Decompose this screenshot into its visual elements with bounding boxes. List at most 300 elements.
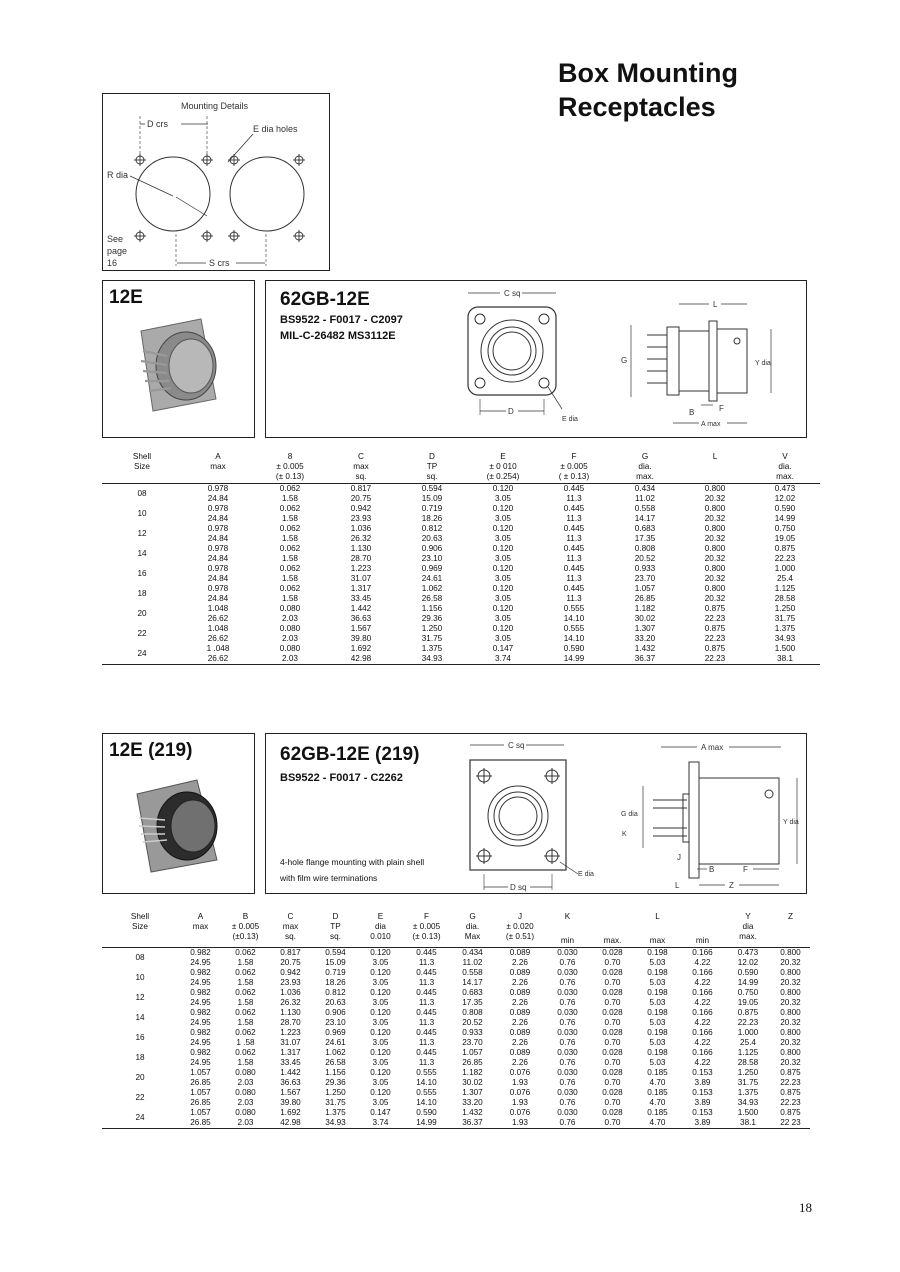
column-header: L bbox=[655, 912, 660, 921]
inch-value-cell: 0.062 bbox=[235, 948, 256, 957]
mm-value-cell: 3.89 bbox=[694, 1118, 711, 1127]
mm-value-cell: 4.22 bbox=[694, 1038, 711, 1047]
mm-value-cell: 36.37 bbox=[634, 654, 656, 663]
front-view-drawing-12e-219 bbox=[464, 738, 604, 893]
shell-size-cell: 22 bbox=[137, 629, 147, 638]
mm-value-cell: 26.58 bbox=[325, 1058, 346, 1067]
inch-value-cell: 0.185 bbox=[647, 1108, 668, 1117]
inch-value-cell: 0.120 bbox=[492, 504, 514, 513]
inch-value-cell: 0.800 bbox=[704, 564, 726, 573]
inch-value-cell: 1.156 bbox=[421, 604, 443, 613]
inch-value-cell: 0.089 bbox=[509, 1028, 531, 1037]
table-row bbox=[102, 574, 820, 584]
table-row bbox=[102, 1078, 810, 1088]
mm-value-cell: 2.26 bbox=[512, 1058, 528, 1067]
mm-value-cell: 24.84 bbox=[207, 514, 229, 523]
inch-value-cell: 0.817 bbox=[280, 948, 301, 957]
table-row bbox=[102, 494, 820, 504]
inch-value-cell: 0.473 bbox=[774, 484, 796, 493]
mm-value-cell: 24.95 bbox=[190, 1018, 211, 1027]
table-row bbox=[102, 968, 810, 978]
mm-value-cell: 36.37 bbox=[462, 1118, 483, 1127]
mm-value-cell: 14.99 bbox=[737, 978, 759, 987]
inch-value-cell: 0.875 bbox=[774, 544, 796, 553]
mm-value-cell: 20.32 bbox=[704, 534, 726, 543]
inch-value-cell: 1.432 bbox=[462, 1108, 483, 1117]
inch-value-cell: 1.156 bbox=[325, 1068, 346, 1077]
mm-value-cell: 20.32 bbox=[780, 1058, 801, 1067]
mm-value-cell: 1.58 bbox=[237, 978, 254, 987]
mm-value-cell: 5.03 bbox=[649, 1038, 666, 1047]
column-header: sq. bbox=[268, 932, 313, 948]
shell-size-cell: 20 bbox=[135, 1073, 145, 1082]
inch-value-cell: 0.062 bbox=[279, 504, 301, 513]
mm-value-cell: 0.70 bbox=[604, 998, 621, 1007]
inch-value-cell: 0.166 bbox=[692, 968, 713, 977]
inch-value-cell: 1.057 bbox=[190, 1108, 211, 1117]
f-label: F bbox=[719, 404, 724, 413]
mm-value-cell: 4.70 bbox=[649, 1118, 666, 1127]
shell-size-cell: 18 bbox=[137, 589, 147, 598]
r-dia-label: R dia bbox=[107, 170, 129, 180]
standard-2-12e: MIL-C-26482 MS3112E bbox=[280, 330, 396, 342]
mm-value-cell: 20.52 bbox=[462, 1018, 483, 1027]
mm-value-cell: 12.02 bbox=[774, 494, 796, 503]
table-row bbox=[102, 624, 820, 634]
column-header: E bbox=[377, 912, 384, 921]
e-dia-label: E dia bbox=[562, 416, 578, 423]
mm-value-cell: 5.03 bbox=[649, 958, 666, 967]
inch-value-cell: 1 .048 bbox=[206, 644, 230, 653]
shell-size-cell: 24 bbox=[137, 649, 147, 658]
mm-value-cell: 1.58 bbox=[282, 594, 298, 603]
table-row bbox=[102, 554, 820, 564]
column-header: B bbox=[242, 912, 249, 921]
column-header: sq. bbox=[396, 472, 468, 484]
dimension-table-12e bbox=[102, 452, 820, 665]
inch-value-cell: 0.198 bbox=[647, 1048, 668, 1057]
inch-value-cell: 0.719 bbox=[325, 968, 346, 977]
mm-value-cell: 31.75 bbox=[774, 614, 796, 623]
mm-value-cell: 0.70 bbox=[604, 1018, 621, 1027]
inch-value-cell: 0.076 bbox=[509, 1068, 531, 1077]
connector-photo-12e-219 bbox=[131, 768, 231, 878]
table-row bbox=[102, 1028, 810, 1038]
mm-value-cell: 20.75 bbox=[350, 494, 372, 503]
mm-value-cell: 24.61 bbox=[325, 1038, 346, 1047]
mm-value-cell: 23.70 bbox=[634, 574, 656, 583]
mm-value-cell: 26.62 bbox=[207, 634, 229, 643]
inch-value-cell: 1.125 bbox=[737, 1048, 759, 1057]
mm-value-cell: 23.10 bbox=[421, 554, 443, 563]
inch-value-cell: 0.120 bbox=[370, 1088, 391, 1097]
mm-value-cell: 14.17 bbox=[634, 514, 656, 523]
inch-value-cell: 0.800 bbox=[780, 1008, 801, 1017]
mm-value-cell: 23.10 bbox=[325, 1018, 346, 1027]
table-row bbox=[102, 614, 820, 624]
mm-value-cell: 3.05 bbox=[372, 1038, 389, 1047]
mm-value-cell: 4.22 bbox=[694, 998, 711, 1007]
inch-value-cell: 0.594 bbox=[421, 484, 443, 493]
table-row bbox=[102, 1018, 810, 1028]
y-dia-label: Y dia bbox=[755, 360, 771, 367]
mm-value-cell: 2.03 bbox=[237, 1078, 254, 1087]
table-row bbox=[102, 1098, 810, 1108]
mm-value-cell: 11.3 bbox=[566, 534, 582, 543]
mm-value-cell: 31.07 bbox=[280, 1038, 301, 1047]
inch-value-cell: 0.750 bbox=[737, 988, 759, 997]
inch-value-cell: 0.683 bbox=[634, 524, 656, 533]
column-header: TP bbox=[330, 922, 341, 931]
photo-box-12e bbox=[102, 280, 255, 438]
mm-value-cell: 4.22 bbox=[694, 1018, 711, 1027]
part-number-12e: 62GB-12E bbox=[280, 289, 370, 310]
shell-size-cell: 16 bbox=[135, 1033, 145, 1042]
mm-value-cell: 15.09 bbox=[421, 494, 443, 503]
column-header: (± 0.13) bbox=[403, 932, 450, 948]
table-row bbox=[102, 594, 820, 604]
table-row bbox=[102, 1108, 810, 1118]
column-header: Size bbox=[134, 462, 150, 471]
inch-value-cell: 1.057 bbox=[190, 1068, 211, 1077]
inch-value-cell: 0.445 bbox=[563, 564, 585, 573]
column-header: D bbox=[332, 912, 339, 921]
mm-value-cell: 33.45 bbox=[280, 1058, 301, 1067]
mm-value-cell: 20.32 bbox=[704, 494, 726, 503]
mm-value-cell: 5.03 bbox=[649, 1058, 666, 1067]
dimension-table-12e-219 bbox=[102, 912, 810, 1129]
inch-value-cell: 0.120 bbox=[370, 948, 391, 957]
inch-value-cell: 0.028 bbox=[602, 1108, 623, 1117]
inch-value-cell: 0.933 bbox=[462, 1028, 483, 1037]
mm-value-cell: 0.76 bbox=[559, 1098, 576, 1107]
mm-value-cell: 34.93 bbox=[325, 1118, 346, 1127]
inch-value-cell: 0.089 bbox=[509, 1008, 531, 1017]
mm-value-cell: 22.23 bbox=[704, 634, 726, 643]
inch-value-cell: 0.080 bbox=[279, 604, 301, 613]
d-label: D bbox=[508, 407, 514, 416]
mm-value-cell: 11.3 bbox=[418, 958, 435, 967]
e-dia-label-2: E dia bbox=[578, 871, 594, 878]
mm-value-cell: 1.93 bbox=[512, 1078, 528, 1087]
inch-value-cell: 0.062 bbox=[279, 524, 301, 533]
table-row bbox=[102, 604, 820, 614]
mm-value-cell: 14.10 bbox=[416, 1098, 437, 1107]
title-line-2: Receptacles bbox=[558, 92, 716, 122]
mm-value-cell: 19.05 bbox=[774, 534, 796, 543]
mm-value-cell: 3.05 bbox=[372, 1078, 389, 1087]
column-header bbox=[102, 932, 178, 948]
description-line-1: 4-hole flange mounting with plain shell bbox=[280, 857, 425, 867]
inch-value-cell: 1.000 bbox=[774, 564, 796, 573]
mm-value-cell: 33.20 bbox=[462, 1098, 483, 1107]
inch-value-cell: 0.030 bbox=[557, 948, 578, 957]
shell-size-cell: 22 bbox=[135, 1093, 145, 1102]
inch-value-cell: 0.062 bbox=[235, 1048, 256, 1057]
inch-value-cell: 0.800 bbox=[780, 1048, 801, 1057]
table-row bbox=[102, 634, 820, 644]
inch-value-cell: 0.800 bbox=[780, 948, 801, 957]
inch-value-cell: 0.875 bbox=[780, 1108, 801, 1117]
inch-value-cell: 0.594 bbox=[325, 948, 346, 957]
inch-value-cell: 1.250 bbox=[774, 604, 796, 613]
mm-value-cell: 22.23 bbox=[780, 1098, 801, 1107]
mm-value-cell: 30.02 bbox=[462, 1078, 483, 1087]
column-header: A bbox=[197, 912, 204, 921]
mm-value-cell: 18.26 bbox=[325, 978, 346, 987]
inch-value-cell: 0.969 bbox=[325, 1028, 346, 1037]
mm-value-cell: 3.05 bbox=[495, 574, 511, 583]
inch-value-cell: 1.048 bbox=[207, 624, 229, 633]
inch-value-cell: 0.076 bbox=[509, 1088, 531, 1097]
mm-value-cell: 33.45 bbox=[350, 594, 372, 603]
mm-value-cell: 18.26 bbox=[421, 514, 443, 523]
mm-value-cell: 3.05 bbox=[495, 534, 511, 543]
column-header: max bbox=[210, 462, 226, 471]
header-row bbox=[102, 452, 820, 462]
inch-value-cell: 1.500 bbox=[774, 644, 796, 653]
inch-value-cell: 0.089 bbox=[509, 1048, 531, 1057]
mm-value-cell: 1.58 bbox=[282, 534, 298, 543]
mm-value-cell: 2.03 bbox=[282, 614, 298, 623]
inch-value-cell: 1.317 bbox=[350, 584, 372, 593]
mm-value-cell: 17.35 bbox=[462, 998, 483, 1007]
inch-value-cell: 0.555 bbox=[563, 624, 585, 633]
mm-value-cell: 34.93 bbox=[737, 1098, 759, 1107]
column-header: Max bbox=[450, 932, 495, 948]
mm-value-cell: 3.74 bbox=[372, 1118, 389, 1127]
inch-value-cell: 1.250 bbox=[421, 624, 443, 633]
inch-value-cell: 0.445 bbox=[563, 584, 585, 593]
inch-value-cell: 1.223 bbox=[280, 1028, 301, 1037]
g-dia-label: G dia bbox=[621, 811, 638, 818]
inch-value-cell: 0.120 bbox=[492, 604, 514, 613]
mm-value-cell: 22.23 bbox=[737, 1018, 759, 1027]
column-header: C bbox=[287, 912, 294, 921]
inch-value-cell: 0.978 bbox=[207, 484, 229, 493]
inch-value-cell: 1.375 bbox=[737, 1088, 759, 1097]
column-header: J bbox=[517, 912, 523, 921]
standard-1-12e: BS9522 - F0017 - C2097 bbox=[280, 314, 403, 326]
inch-value-cell: 0.028 bbox=[602, 968, 623, 977]
inch-value-cell: 0.445 bbox=[416, 988, 437, 997]
table-row bbox=[102, 978, 810, 988]
part-panel-12e bbox=[265, 280, 807, 438]
inch-value-cell: 1.307 bbox=[634, 624, 656, 633]
table-row bbox=[102, 484, 820, 495]
inch-value-cell: 0.062 bbox=[279, 584, 301, 593]
column-header bbox=[590, 922, 635, 932]
mm-value-cell: 0.70 bbox=[604, 1058, 621, 1067]
mm-value-cell: 20.63 bbox=[325, 998, 346, 1007]
table-row bbox=[102, 544, 820, 554]
mm-value-cell: 4.22 bbox=[694, 1058, 711, 1067]
column-header: V bbox=[782, 452, 788, 461]
mm-value-cell: 24.84 bbox=[207, 494, 229, 503]
column-header: max. bbox=[610, 472, 680, 484]
inch-value-cell: 0.080 bbox=[279, 624, 301, 633]
inch-value-cell: 0.750 bbox=[774, 524, 796, 533]
mm-value-cell: 2.26 bbox=[512, 958, 528, 967]
mm-value-cell: 11.3 bbox=[566, 514, 582, 523]
mm-value-cell: 22.23 bbox=[774, 554, 796, 563]
inch-value-cell: 0.028 bbox=[602, 948, 623, 957]
mm-value-cell: 11.3 bbox=[566, 494, 582, 503]
shell-code-12e: 12E bbox=[109, 287, 143, 308]
inch-value-cell: 0.800 bbox=[780, 968, 801, 977]
shell-size-cell: 10 bbox=[137, 509, 147, 518]
standard-1-12e-219: BS9522 - F0017 - C2262 bbox=[280, 772, 403, 784]
shell-size-cell: 16 bbox=[137, 569, 147, 578]
mm-value-cell: 28.70 bbox=[280, 1018, 301, 1027]
inch-value-cell: 1.130 bbox=[350, 544, 372, 553]
mounting-title: Mounting Details bbox=[181, 101, 249, 111]
inch-value-cell: 0.875 bbox=[780, 1068, 801, 1077]
mm-value-cell: 42.98 bbox=[280, 1118, 301, 1127]
s-crs-label: S crs bbox=[209, 258, 230, 268]
inch-value-cell: 0.120 bbox=[370, 1008, 391, 1017]
inch-value-cell: 0.808 bbox=[634, 544, 656, 553]
inch-value-cell: 0.120 bbox=[370, 968, 391, 977]
mm-value-cell: 23.70 bbox=[462, 1038, 483, 1047]
mm-value-cell: 3.05 bbox=[372, 998, 389, 1007]
column-header: (±0.13) bbox=[223, 932, 268, 948]
inch-value-cell: 1.375 bbox=[325, 1108, 346, 1117]
page-number: 18 bbox=[799, 1200, 812, 1215]
column-header: G bbox=[469, 912, 476, 921]
mm-value-cell: 39.80 bbox=[280, 1098, 301, 1107]
inch-value-cell: 1.130 bbox=[280, 1008, 301, 1017]
inch-value-cell: 0.089 bbox=[509, 948, 531, 957]
mm-value-cell: 26.85 bbox=[190, 1078, 211, 1087]
mounting-details-figure bbox=[102, 93, 330, 271]
title-line-1: Box Mounting bbox=[558, 58, 738, 88]
mm-value-cell: 20.32 bbox=[780, 1018, 801, 1027]
mm-value-cell: 23.93 bbox=[280, 978, 301, 987]
header-row bbox=[102, 922, 810, 932]
inch-value-cell: 0.080 bbox=[279, 644, 301, 653]
inch-value-cell: 0.198 bbox=[647, 948, 668, 957]
inch-value-cell: 0.933 bbox=[634, 564, 656, 573]
inch-value-cell: 0.120 bbox=[370, 1068, 391, 1077]
inch-value-cell: 0.030 bbox=[557, 1008, 578, 1017]
mm-value-cell: 0.70 bbox=[604, 1118, 621, 1127]
inch-value-cell: 1.057 bbox=[462, 1048, 483, 1057]
shell-size-cell: 20 bbox=[137, 609, 147, 618]
c-sq-label-2: C sq bbox=[508, 741, 525, 750]
mm-value-cell: 2.26 bbox=[512, 1038, 528, 1047]
column-header: max bbox=[353, 462, 369, 471]
mm-value-cell: 20.32 bbox=[780, 1038, 801, 1047]
mm-value-cell: 0.76 bbox=[559, 1058, 576, 1067]
table-row bbox=[102, 1088, 810, 1098]
mm-value-cell: 20.63 bbox=[421, 534, 443, 543]
inch-value-cell: 0.198 bbox=[647, 1028, 668, 1037]
column-header bbox=[102, 472, 182, 484]
mm-value-cell: 4.70 bbox=[649, 1098, 666, 1107]
inch-value-cell: 1.432 bbox=[634, 644, 656, 653]
inch-value-cell: 0.982 bbox=[190, 948, 211, 957]
inch-value-cell: 0.445 bbox=[416, 1028, 437, 1037]
mm-value-cell: 5.03 bbox=[649, 1018, 666, 1027]
inch-value-cell: 0.120 bbox=[492, 584, 514, 593]
column-header: L bbox=[712, 452, 718, 461]
inch-value-cell: 0.166 bbox=[692, 1028, 713, 1037]
inch-value-cell: 0.982 bbox=[190, 1008, 211, 1017]
a-max-label: A max bbox=[701, 421, 721, 428]
inch-value-cell: 0.030 bbox=[557, 1048, 578, 1057]
y-dia-label-2: Y dia bbox=[783, 819, 799, 826]
inch-value-cell: 0.120 bbox=[492, 624, 514, 633]
column-header bbox=[182, 472, 254, 484]
mm-value-cell: 26.58 bbox=[421, 594, 443, 603]
inch-value-cell: 0.120 bbox=[492, 564, 514, 573]
inch-value-cell: 0.120 bbox=[492, 524, 514, 533]
inch-value-cell: 0.062 bbox=[235, 968, 256, 977]
mm-value-cell: 3.89 bbox=[694, 1098, 711, 1107]
inch-value-cell: 0.028 bbox=[602, 1088, 623, 1097]
b-label-2: B bbox=[709, 865, 715, 874]
mm-value-cell: 11.3 bbox=[418, 998, 435, 1007]
inch-value-cell: 0.030 bbox=[557, 968, 578, 977]
inch-value-cell: 0.028 bbox=[602, 1048, 623, 1057]
inch-value-cell: 0.445 bbox=[563, 544, 585, 553]
mm-value-cell: 29.36 bbox=[421, 614, 443, 623]
mm-value-cell: 24.84 bbox=[207, 594, 229, 603]
mm-value-cell: 25.4 bbox=[740, 1038, 756, 1047]
mm-value-cell: 3.05 bbox=[372, 1098, 389, 1107]
inch-value-cell: 0.875 bbox=[704, 624, 726, 633]
mm-value-cell: 0.76 bbox=[559, 1118, 576, 1127]
table-row bbox=[102, 564, 820, 574]
inch-value-cell: 0.120 bbox=[370, 988, 391, 997]
mm-value-cell: 11.3 bbox=[418, 1058, 435, 1067]
mm-value-cell: 3.05 bbox=[495, 554, 511, 563]
header-row bbox=[102, 912, 810, 922]
inch-value-cell: 0.719 bbox=[421, 504, 443, 513]
column-header: dia. bbox=[465, 922, 480, 931]
column-header: dia bbox=[742, 922, 754, 931]
mm-value-cell: 3.05 bbox=[495, 594, 511, 603]
mm-value-cell: 0.76 bbox=[559, 1078, 576, 1087]
inch-value-cell: 0.147 bbox=[370, 1108, 391, 1117]
inch-value-cell: 1.182 bbox=[634, 604, 656, 613]
column-header: F bbox=[423, 912, 429, 921]
d-sq-label: D sq bbox=[510, 883, 527, 892]
mm-value-cell: 2.03 bbox=[237, 1118, 254, 1127]
mm-value-cell: 22.23 bbox=[780, 1078, 801, 1087]
mm-value-cell: 14.99 bbox=[774, 514, 796, 523]
inch-value-cell: 0.817 bbox=[350, 484, 372, 493]
mm-value-cell: 11.02 bbox=[635, 494, 655, 503]
table-row bbox=[102, 998, 810, 1008]
column-header: ± 0.005 bbox=[560, 462, 588, 471]
column-header: Z bbox=[787, 912, 793, 921]
mm-value-cell: 17.35 bbox=[634, 534, 656, 543]
mm-value-cell: 1.93 bbox=[512, 1098, 528, 1107]
inch-value-cell: 0.590 bbox=[416, 1108, 437, 1117]
shell-size-cell: 14 bbox=[137, 549, 147, 558]
table-row bbox=[102, 988, 810, 998]
inch-value-cell: 0.800 bbox=[780, 988, 801, 997]
column-header: D bbox=[429, 452, 435, 461]
inch-value-cell: 1.442 bbox=[280, 1068, 301, 1077]
mm-value-cell: 20.32 bbox=[704, 574, 726, 583]
inch-value-cell: 0.062 bbox=[235, 1028, 256, 1037]
mm-value-cell: 26.32 bbox=[350, 534, 372, 543]
column-header: max bbox=[192, 922, 209, 931]
inch-value-cell: 0.982 bbox=[190, 968, 211, 977]
